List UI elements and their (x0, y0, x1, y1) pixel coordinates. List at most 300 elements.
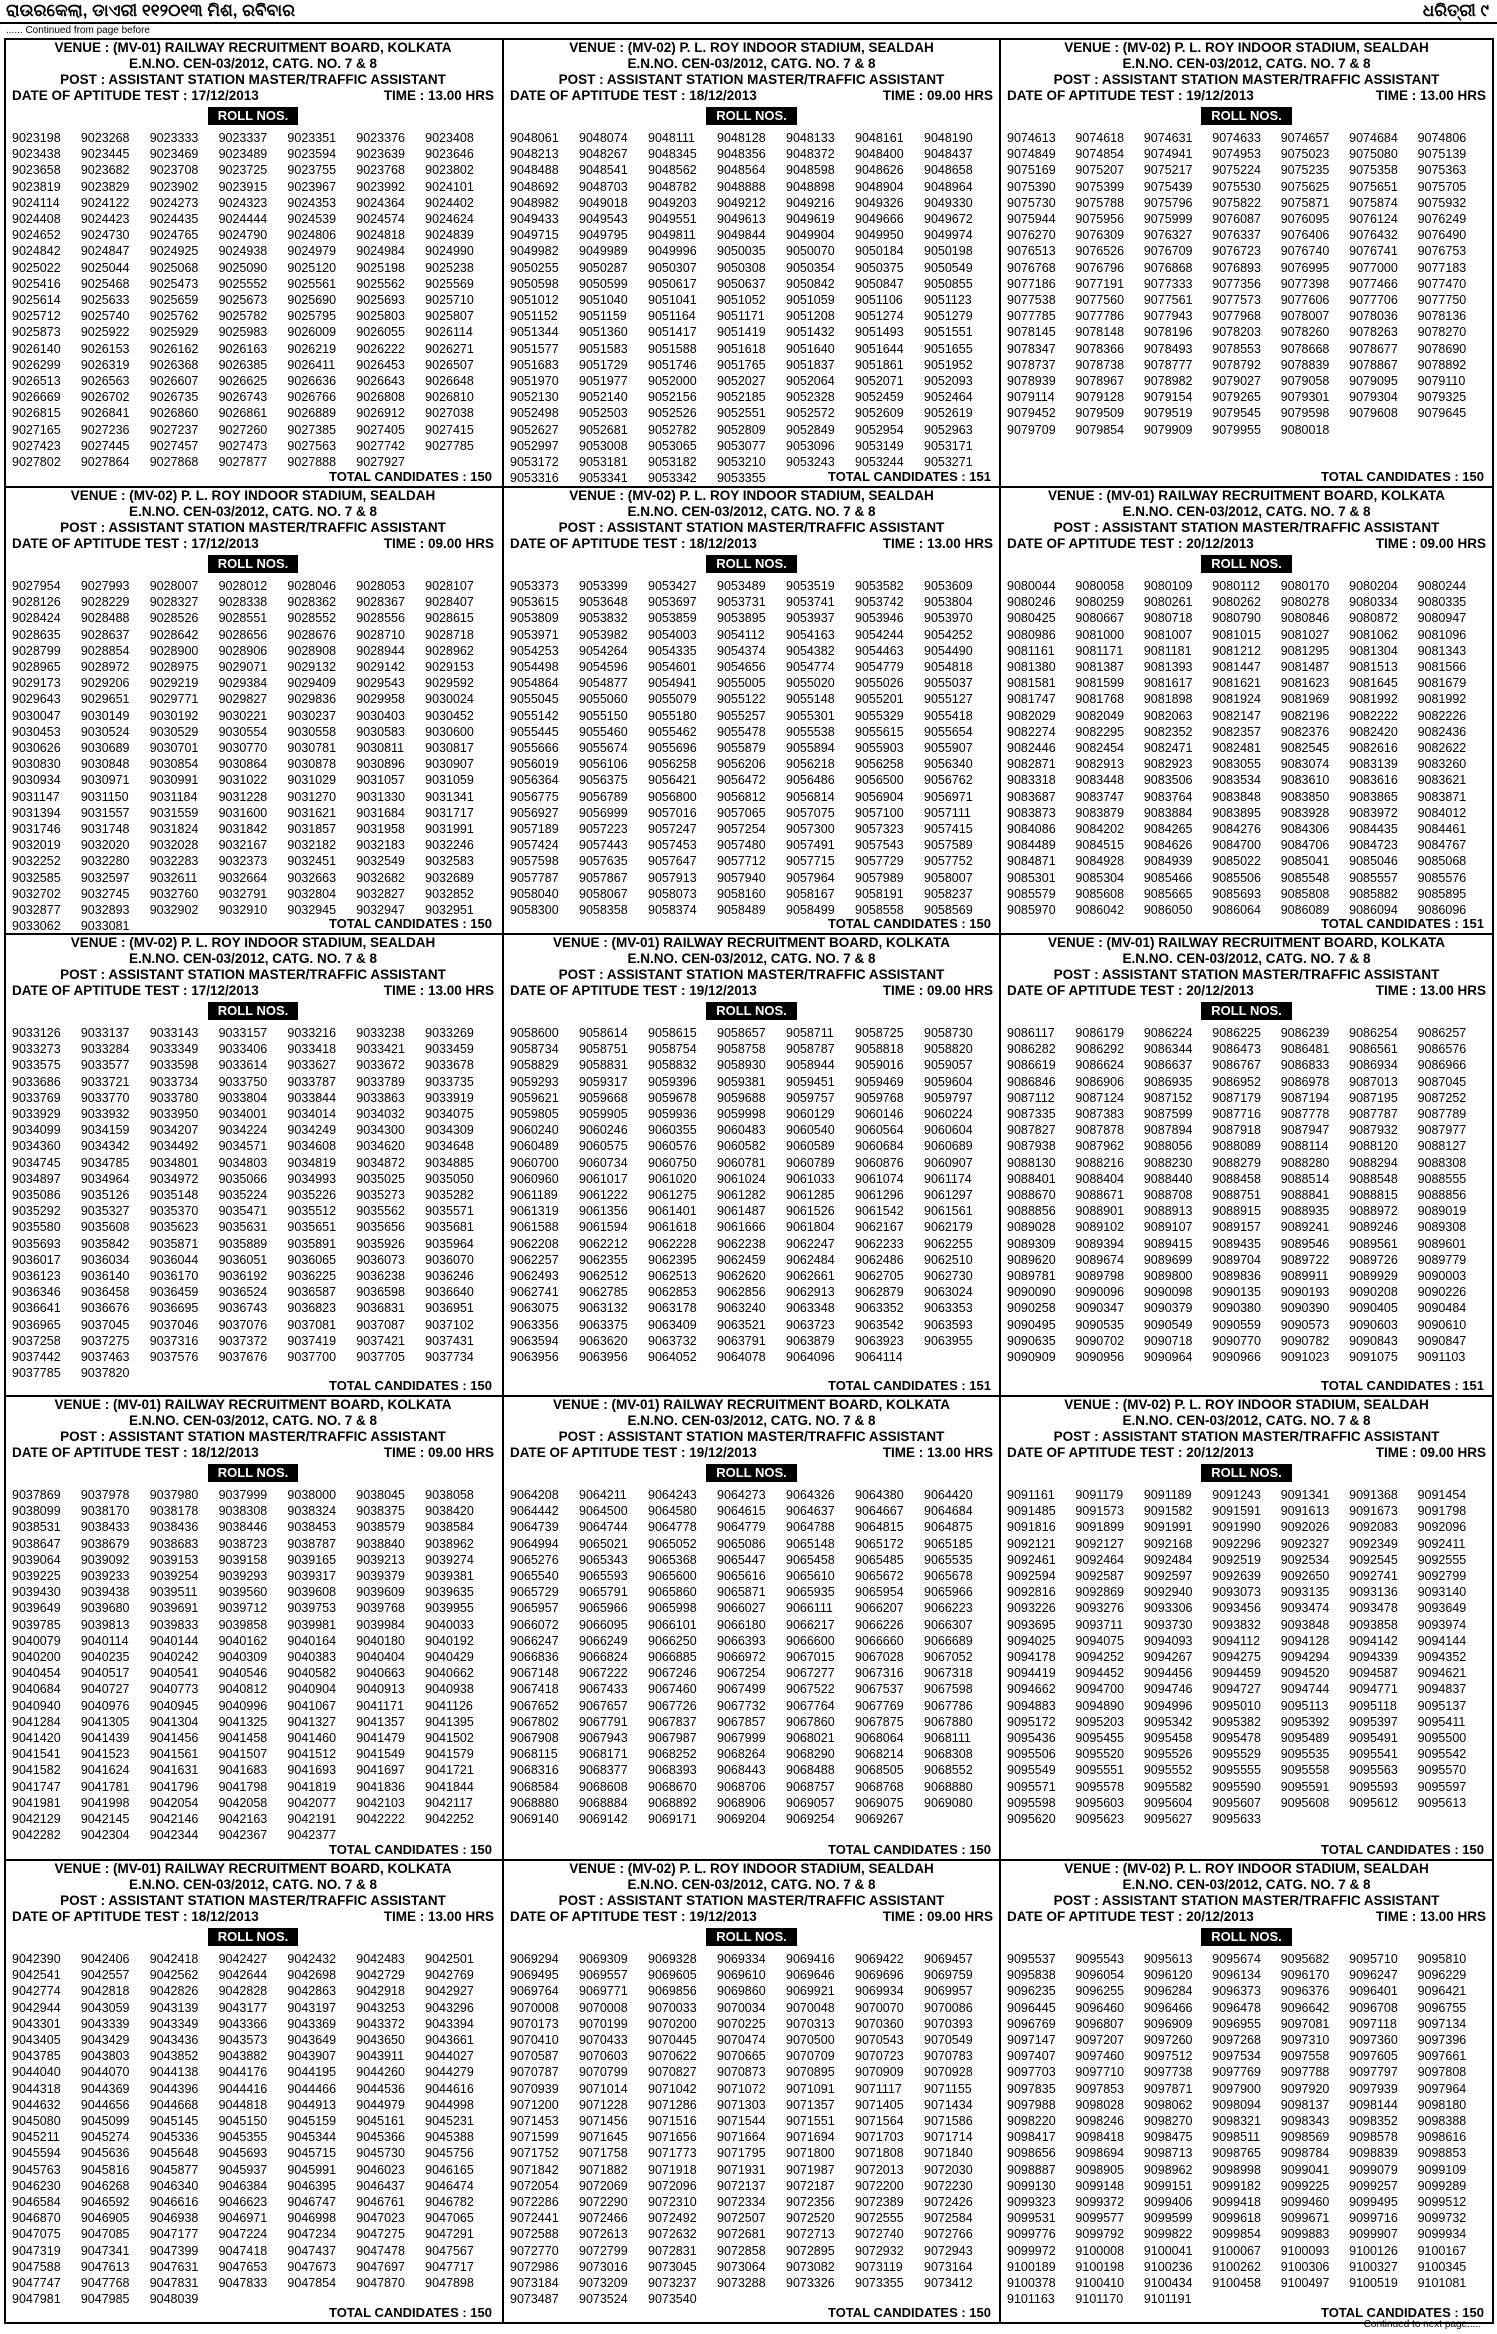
roll-number: 9033929 (12, 1107, 61, 1122)
venue-heading: VENUE : (MV-02) P. L. ROY INDOOR STADIUM, SEALDAH (569, 488, 934, 503)
roll-number: 9085665 (1143, 886, 1193, 901)
roll-number: 9039381 (425, 1569, 474, 1584)
roll-number: 9085557 (1349, 870, 1398, 885)
roll-number: 9092083 (1349, 1520, 1398, 1535)
roll-number: 9023755 (287, 163, 337, 178)
roll-number: 9055150 (579, 708, 628, 723)
roll-number: 9097710 (1075, 2065, 1125, 2080)
roll-number: 9048372 (786, 147, 835, 162)
roll-number: 9079545 (1212, 406, 1261, 421)
roll-number: 9099732 (1417, 2211, 1467, 2226)
roll-number: 9032549 (356, 854, 405, 869)
roll-number: 9095612 (1349, 1795, 1398, 1810)
roll-number: 9047870 (356, 2276, 405, 2291)
roll-number: 9096170 (1280, 1968, 1330, 1983)
roll-number: 9057300 (786, 822, 835, 837)
roll-number: 9089699 (1143, 1252, 1193, 1267)
roll-number: 9089102 (1075, 1220, 1125, 1235)
roll-number: 9099079 (1349, 2162, 1398, 2177)
roll-number: 9100236 (1143, 2259, 1193, 2274)
roll-number: 9095570 (1417, 1763, 1467, 1778)
roll-number: 9048345 (648, 147, 697, 162)
roll-number: 9042304 (80, 1828, 130, 1843)
roll-number: 9068021 (786, 1731, 835, 1746)
roll-number: 9030529 (149, 724, 199, 739)
roll-number: 9034571 (218, 1139, 268, 1154)
roll-number: 9093456 (1212, 1601, 1261, 1616)
roll-number: 9084435 (1349, 822, 1398, 837)
roll-number: 9072187 (786, 2178, 835, 2193)
roll-number: 9080718 (1143, 611, 1193, 626)
enno-line: E.N.NO. CEN-03/2012, CATG. NO. 7 & 8 (128, 504, 378, 519)
roll-number: 9092464 (1075, 1552, 1125, 1567)
roll-number: 9036225 (287, 1269, 337, 1284)
roll-number: 9050354 (786, 260, 835, 275)
roll-number: 9038683 (149, 1536, 199, 1551)
roll-number: 9050617 (648, 276, 697, 291)
roll-number: 9056340 (924, 757, 973, 772)
roll-number: 9077706 (1349, 293, 1398, 308)
roll-number: 9043296 (425, 2000, 474, 2015)
roll-number: 9047234 (287, 2227, 337, 2242)
roll-number: 9032827 (356, 886, 405, 901)
roll-number: 9091990 (1212, 1520, 1261, 1535)
roll-number: 9084928 (1075, 854, 1125, 869)
roll-number: 9083747 (1075, 789, 1125, 804)
roll-number: 9041284 (12, 1714, 61, 1729)
roll-number: 9033750 (218, 1074, 268, 1089)
roll-number: 9031341 (425, 789, 474, 804)
roll-number: 9078493 (1143, 341, 1193, 356)
roll-number: 9032702 (12, 886, 61, 901)
notice-block (1001, 1861, 1492, 2322)
enno-line: E.N.NO. CEN-03/2012, CATG. NO. 7 & 8 (1122, 56, 1371, 71)
roll-number: 9053741 (786, 595, 835, 610)
roll-number: 9026648 (425, 374, 474, 389)
roll-number: 9081181 (1143, 643, 1192, 658)
roll-number: 9032951 (425, 903, 474, 918)
roll-number: 9086934 (1349, 1058, 1398, 1073)
roll-number: 9048039 (149, 2292, 199, 2307)
roll-number: 9041582 (12, 1763, 61, 1778)
roll-number: 9029153 (425, 660, 474, 675)
roll-number: 9033577 (80, 1058, 130, 1073)
roll-number: 9080109 (1143, 579, 1193, 593)
roll-number: 9061297 (924, 1188, 973, 1203)
roll-number: 9099577 (1075, 2211, 1125, 2226)
roll-number: 9090603 (1349, 1317, 1398, 1332)
total-candidates: TOTAL CANDIDATES : 150 (1320, 469, 1484, 484)
roll-number: 9090380 (1212, 1301, 1261, 1316)
roll-number: 9089722 (1280, 1252, 1330, 1267)
roll-number: 9092639 (1212, 1569, 1261, 1584)
roll-number: 9091161 (1007, 1488, 1055, 1502)
roll-number: 9068906 (717, 1795, 766, 1810)
roll-number: 9097310 (1280, 2033, 1330, 2048)
roll-number: 9056421 (648, 773, 697, 788)
roll-number: 9075390 (1007, 179, 1056, 194)
roll-number: 9050855 (924, 276, 973, 291)
roll-number: 9093649 (1417, 1601, 1467, 1616)
roll-number: 9064684 (924, 1504, 973, 1519)
roll-number: 9069696 (855, 1968, 904, 1983)
roll-number: 9056258 (855, 757, 904, 772)
roll-number: 9099225 (1280, 2178, 1330, 2193)
roll-number: 9036238 (356, 1269, 405, 1284)
roll-number: 9044416 (218, 2081, 268, 2096)
roll-number: 9033770 (80, 1090, 130, 1105)
roll-number: 9041683 (218, 1763, 268, 1778)
roll-number: 9072584 (924, 2211, 973, 2226)
roll-number: 9058073 (648, 886, 697, 901)
roll-number: 9055478 (717, 724, 766, 739)
roll-number: 9034964 (80, 1171, 130, 1186)
roll-number: 9053316 (510, 471, 559, 486)
roll-number: 9049950 (855, 228, 904, 243)
roll-number: 9034648 (425, 1139, 474, 1154)
roll-number: 9025803 (356, 309, 405, 324)
roll-number: 9064273 (717, 1488, 766, 1502)
roll-number: 9023337 (218, 131, 268, 145)
roll-number: 9073184 (510, 2276, 559, 2291)
roll-number: 9077333 (1143, 276, 1193, 291)
roll-number: 9063356 (510, 1317, 559, 1332)
roll-number: 9064326 (786, 1488, 835, 1502)
roll-number: 9096120 (1143, 1968, 1193, 1983)
roll-number: 9071091 (786, 2081, 835, 2096)
roll-number: 9081969 (1280, 692, 1330, 707)
test-time: TIME : 13.00 HRS (383, 983, 494, 998)
roll-number: 9092597 (1143, 1569, 1193, 1584)
roll-number: 9024818 (356, 228, 405, 243)
roll-number: 9028906 (218, 643, 268, 658)
roll-number: 9067499 (717, 1682, 766, 1697)
roll-number: 9026643 (356, 374, 405, 389)
roll-number: 9084626 (1143, 838, 1193, 853)
roll-number: 9081898 (1143, 692, 1193, 707)
roll-number: 9063352 (855, 1301, 904, 1316)
roll-number: 9069254 (786, 1812, 835, 1827)
roll-number: 9054601 (648, 660, 697, 675)
roll-number: 9051655 (924, 341, 973, 356)
roll-number: 9052526 (648, 406, 697, 421)
roll-number: 9030878 (287, 757, 337, 772)
roll-number: 9062459 (717, 1252, 766, 1267)
roll-number: 9060146 (855, 1107, 904, 1122)
roll-number: 9044396 (149, 2081, 199, 2096)
roll-number: 9041420 (12, 1731, 61, 1746)
total-candidates: TOTAL CANDIDATES : 150 (827, 2305, 991, 2320)
roll-number: 9077000 (1349, 260, 1398, 275)
roll-number: 9047177 (149, 2227, 199, 2242)
roll-number: 9099671 (1280, 2211, 1330, 2226)
test-date-row (510, 1445, 993, 1461)
roll-number: 9025090 (218, 260, 268, 275)
roll-number: 9066101 (648, 1617, 697, 1632)
roll-number: 9078260 (1280, 325, 1330, 340)
roll-number: 9059688 (717, 1090, 766, 1105)
roll-number: 9098887 (1007, 2162, 1056, 2177)
roll-number: 9069267 (855, 1812, 904, 1827)
roll-number: 9067433 (579, 1682, 628, 1697)
roll-number: 9094727 (1212, 1682, 1261, 1697)
roll-number: 9027165 (12, 422, 61, 437)
roll-number: 9071987 (786, 2162, 835, 2177)
roll-number: 9064243 (648, 1488, 697, 1502)
test-time: TIME : 09.00 HRS (1375, 536, 1486, 551)
roll-number: 9037576 (149, 1350, 199, 1365)
notice-block (6, 935, 500, 1395)
roll-number: 9041631 (149, 1763, 199, 1778)
roll-number: 9046592 (80, 2195, 130, 2210)
roll-number: 9099822 (1143, 2227, 1193, 2242)
roll-number: 9047898 (425, 2276, 474, 2291)
roll-number: 9069142 (579, 1812, 628, 1827)
roll-number: 9096401 (1349, 1984, 1398, 1999)
roll-number: 9087152 (1143, 1090, 1193, 1105)
roll-number: 9086624 (1075, 1058, 1125, 1073)
roll-number: 9028908 (287, 643, 337, 658)
roll-number: 9081617 (1143, 676, 1193, 691)
roll-number: 9075705 (1417, 179, 1467, 194)
roll-number: 9042644 (218, 1968, 268, 1983)
roll-number: 9062730 (924, 1269, 973, 1284)
roll-number: 9091023 (1280, 1350, 1330, 1365)
roll-number: 9079154 (1143, 390, 1193, 405)
roll-number: 9048133 (786, 131, 835, 145)
roll-number: 9042427 (218, 1952, 268, 1966)
roll-number: 9070783 (924, 2049, 973, 2064)
roll-number: 9025561 (287, 276, 337, 291)
roll-number: 9064615 (717, 1504, 766, 1519)
roll-number: 9069140 (510, 1812, 559, 1827)
roll-number: 9042729 (356, 1968, 405, 1983)
roll-number: 9097460 (1075, 2049, 1125, 2064)
roll-number: 9066885 (648, 1650, 697, 1665)
roll-number: 9085022 (1212, 854, 1261, 869)
roll-number: 9041549 (356, 1747, 405, 1762)
roll-number: 9056762 (924, 773, 973, 788)
roll-number: 9055026 (855, 676, 904, 691)
roll-number: 9091798 (1417, 1504, 1467, 1519)
roll-number: 9053648 (579, 595, 628, 610)
roll-number: 9025782 (218, 309, 268, 324)
venue-heading: VENUE : (MV-02) P. L. ROY INDOOR STADIUM, SEALDAH (70, 488, 436, 503)
roll-number: 9023351 (287, 131, 337, 145)
roll-number: 9096247 (1349, 1968, 1398, 1983)
roll-number: 9092587 (1075, 1569, 1125, 1584)
roll-number: 9086906 (1075, 1074, 1125, 1089)
roll-number: 9029958 (356, 692, 405, 707)
roll-number: 9058754 (648, 1042, 697, 1057)
roll-number: 9063723 (786, 1317, 835, 1332)
roll-number: 9075169 (1007, 163, 1056, 178)
roll-number: 9053489 (717, 579, 766, 593)
roll-number: 9052498 (510, 406, 559, 421)
roll-number: 9063542 (855, 1317, 904, 1332)
roll-number: 9037275 (80, 1333, 130, 1348)
roll-number: 9054252 (924, 627, 973, 642)
roll-number: 9087716 (1212, 1107, 1261, 1122)
total-candidates: TOTAL CANDIDATES : 150 (328, 1842, 492, 1857)
roll-number: 9023915 (218, 179, 268, 194)
roll-number: 9085068 (1417, 854, 1467, 869)
roll-number: 9098417 (1007, 2130, 1056, 2145)
roll-number: 9070895 (786, 2065, 835, 2080)
roll-number: 9057729 (855, 854, 904, 869)
continued-to-note: Continued to next page..... (1363, 2319, 1481, 2330)
roll-number: 9037316 (149, 1333, 199, 1348)
roll-number: 9094744 (1280, 1682, 1330, 1697)
roll-number: 9078690 (1417, 341, 1467, 356)
roll-number: 9085579 (1007, 886, 1056, 901)
roll-number: 9097605 (1349, 2049, 1398, 2064)
roll-number: 9027993 (80, 579, 130, 593)
roll-number: 9047717 (425, 2259, 474, 2274)
roll-number: 9082471 (1143, 741, 1193, 756)
roll-number: 9034801 (149, 1155, 199, 1170)
roll-number: 9026507 (425, 357, 474, 372)
roll-number: 9046437 (356, 2178, 405, 2193)
roll-number: 9066111 (786, 1601, 833, 1616)
roll-number: 9040180 (356, 1633, 405, 1648)
roll-number: 9069075 (855, 1795, 904, 1810)
roll-number: 9070008 (510, 2000, 559, 2015)
roll-number: 9036459 (149, 1285, 199, 1300)
roll-number: 9098418 (1075, 2130, 1125, 2145)
roll-number: 9078270 (1417, 325, 1467, 340)
roll-number: 9073524 (579, 2292, 628, 2307)
roll-number: 9034300 (356, 1123, 405, 1138)
roll-number: 9084202 (1075, 822, 1125, 837)
roll-number: 9043301 (12, 2016, 61, 2031)
roll-number: 9038962 (425, 1536, 474, 1551)
roll-number: 9073326 (786, 2276, 835, 2291)
roll-number: 9032252 (12, 854, 61, 869)
roll-number: 9027385 (287, 422, 337, 437)
roll-number: 9084086 (1007, 822, 1056, 837)
roll-number: 9047275 (356, 2227, 405, 2242)
roll-number: 9048267 (579, 147, 628, 162)
roll-number: 9068316 (510, 1763, 559, 1778)
roll-number: 9057589 (924, 838, 973, 853)
roll-number: 9068552 (924, 1763, 973, 1778)
roll-number: 9095682 (1280, 1952, 1330, 1966)
roll-number: 9060582 (717, 1139, 766, 1154)
roll-number: 9071155 (924, 2081, 972, 2096)
roll-number: 9027038 (425, 406, 474, 421)
enno-line: E.N.NO. CEN-03/2012, CATG. NO. 7 & 8 (1122, 951, 1371, 966)
roll-number: 9035292 (12, 1204, 61, 1219)
roll-number: 9068064 (855, 1731, 904, 1746)
roll-number: 9097360 (1349, 2033, 1398, 2048)
roll-number: 9071931 (717, 2162, 766, 2177)
roll-number: 9097268 (1212, 2033, 1261, 2048)
roll-number: 9095604 (1143, 1795, 1193, 1810)
post-line: POST : ASSISTANT STATION MASTER/TRAFFIC ASSISTANT (60, 1429, 446, 1444)
roll-number: 9033627 (287, 1058, 337, 1073)
roll-number: 9088089 (1212, 1139, 1261, 1154)
roll-number: 9026808 (356, 390, 405, 405)
roll-number: 9041836 (356, 1779, 405, 1794)
roll-number: 9079509 (1075, 406, 1125, 421)
roll-number: 9077943 (1143, 309, 1193, 324)
roll-number: 9045150 (218, 2114, 268, 2129)
roll-number: 9100262 (1212, 2259, 1261, 2274)
roll-number: 9026411 (287, 357, 336, 372)
roll-number: 9058832 (648, 1058, 697, 1073)
roll-number: 9044536 (356, 2081, 405, 2096)
roll-number: 9079027 (1212, 374, 1261, 389)
roll-number: 9072466 (579, 2211, 628, 2226)
roll-number: 9092349 (1349, 1536, 1398, 1551)
roll-number: 9076432 (1349, 228, 1398, 243)
roll-number: 9049330 (924, 195, 973, 210)
roll-number: 9081096 (1417, 627, 1467, 642)
roll-number: 9033406 (218, 1042, 268, 1057)
roll-number: 9099512 (1417, 2195, 1467, 2210)
roll-number: 9030781 (287, 741, 337, 756)
roll-number: 9080262 (1212, 595, 1261, 610)
roll-number: 9044998 (425, 2097, 474, 2112)
roll-number: 9043405 (12, 2033, 61, 2048)
roll-number: 9090003 (1417, 1269, 1467, 1284)
roll-number: 9086094 (1349, 903, 1398, 918)
roll-number: 9055674 (579, 741, 628, 756)
roll-number: 9037705 (356, 1350, 405, 1365)
roll-number: 9038178 (149, 1504, 199, 1519)
roll-number: 9058614 (579, 1026, 628, 1040)
roll-number: 9053895 (717, 611, 766, 626)
test-time: TIME : 13.00 HRS (383, 1909, 494, 1924)
roll-number: 9025710 (425, 293, 474, 308)
roll-number: 9039274 (425, 1552, 474, 1567)
roll-number: 9069646 (786, 1968, 835, 1983)
roll-number: 9033769 (12, 1090, 61, 1105)
roll-number: 9074849 (1007, 147, 1056, 162)
roll-number: 9065086 (717, 1536, 766, 1551)
roll-number: 9025416 (12, 276, 61, 291)
roll-number: 9063620 (579, 1333, 628, 1348)
roll-number: 9031684 (356, 805, 405, 820)
roll-number: 9064779 (717, 1520, 766, 1535)
roll-number: 9087947 (1280, 1123, 1330, 1138)
roll-number: 9051123 (924, 293, 972, 308)
roll-number: 9050184 (855, 244, 904, 259)
roll-number: 9048598 (786, 163, 835, 178)
roll-number: 9038647 (12, 1536, 61, 1551)
roll-number: 9047613 (80, 2259, 130, 2274)
roll-number: 9042344 (149, 1828, 199, 1843)
roll-number: 9039213 (356, 1552, 405, 1567)
roll-number: 9081304 (1349, 643, 1398, 658)
roll-number: 9090635 (1007, 1333, 1056, 1348)
roll-number: 9061222 (579, 1188, 628, 1203)
roll-number: 9061356 (579, 1204, 628, 1219)
roll-number: 9035651 (287, 1220, 337, 1235)
roll-number: 9096807 (1075, 2016, 1125, 2031)
roll-number: 9050599 (579, 276, 628, 291)
roll-number: 9077606 (1280, 293, 1330, 308)
roll-number: 9076753 (1417, 244, 1467, 259)
roll-number: 9055122 (717, 692, 766, 707)
test-time: TIME : 13.00 HRS (1375, 983, 1486, 998)
roll-number: 9031857 (287, 822, 337, 837)
roll-number: 9075822 (1212, 195, 1261, 210)
roll-number: 9089308 (1417, 1220, 1467, 1235)
roll-number: 9055907 (924, 741, 973, 756)
roll-number: 9079645 (1417, 406, 1467, 421)
